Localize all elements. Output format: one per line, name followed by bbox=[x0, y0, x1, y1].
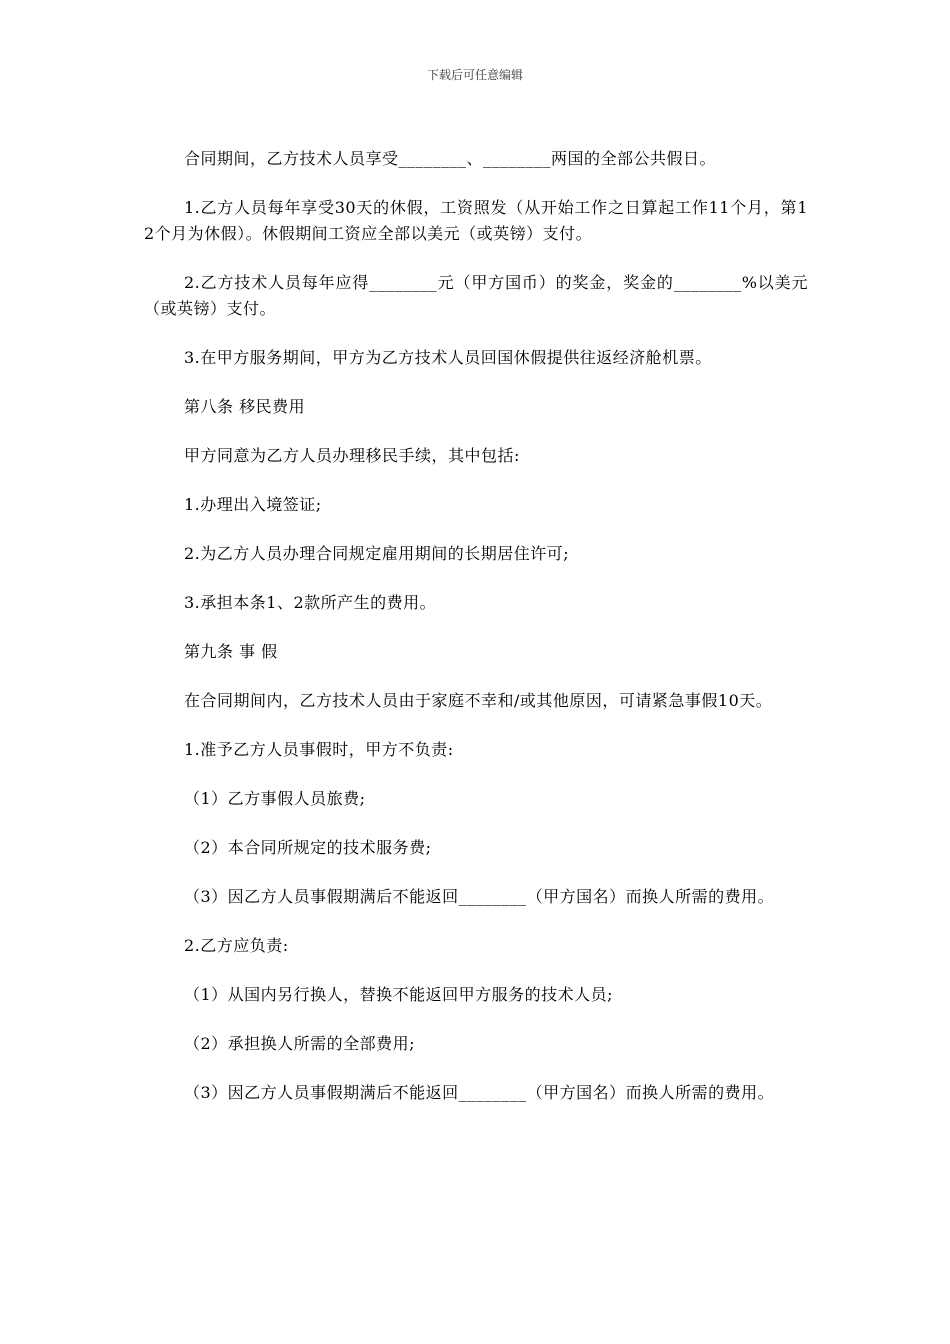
list-item-replacement-expenses: （2）承担换人所需的全部费用; bbox=[184, 1034, 416, 1053]
list-item-replacement-cost-2: （3）因乙方人员事假期满后不能返回________（甲方国名）而换人所需的费用。 bbox=[184, 1083, 775, 1102]
list-item-service-fee: （2）本合同所规定的技术服务费; bbox=[184, 838, 432, 857]
document-body bbox=[144, 146, 808, 1129]
page-header: 下载后可任意编辑 bbox=[426, 68, 523, 82]
paragraph-immigration-costs: 3.承担本条1、2款所产生的费用。 bbox=[184, 593, 437, 612]
paragraph-party-b-responsible: 2.乙方应负责: bbox=[184, 936, 289, 955]
list-item-replace-staff: （1）从国内另行换人，替换不能返回甲方服务的技术人员; bbox=[184, 985, 614, 1004]
list-item-travel-cost: （1）乙方事假人员旅费; bbox=[184, 789, 366, 808]
paragraph-public-holidays: 合同期间，乙方技术人员享受________、________两国的全部公共假日。 bbox=[184, 149, 717, 168]
paragraph-bonus: 2.乙方技术人员每年应得________元（甲方国币）的奖金，奖金的________%以美元（或英镑）支付。 bbox=[144, 273, 808, 318]
paragraph-visa: 1.办理出入境签证; bbox=[184, 495, 322, 514]
section-heading-article-8: 第八条 移民费用 bbox=[184, 397, 306, 416]
list-item-replacement-cost: （3）因乙方人员事假期满后不能返回________（甲方国名）而换人所需的费用。 bbox=[184, 887, 775, 906]
paragraph-airfare: 3.在甲方服务期间，甲方为乙方技术人员回国休假提供往返经济舱机票。 bbox=[184, 348, 712, 367]
paragraph-immigration-intro: 甲方同意为乙方人员办理移民手续，其中包括: bbox=[184, 446, 520, 465]
paragraph-party-a-not-responsible: 1.准予乙方人员事假时，甲方不负责: bbox=[184, 740, 454, 759]
paragraph-annual-leave: 1.乙方人员每年享受30天的休假，工资照发（从开始工作之日算起工作11个月，第12个月为休假）。休假期间工资应全部以美元（或英镑）支付。 bbox=[144, 198, 808, 243]
section-heading-article-9: 第九条 事 假 bbox=[184, 642, 278, 661]
paragraph-emergency-leave: 在合同期间内，乙方技术人员由于家庭不幸和/或其他原因，可请紧急事假10天。 bbox=[184, 691, 773, 710]
paragraph-residence-permit: 2.为乙方人员办理合同规定雇用期间的长期居住许可; bbox=[184, 544, 570, 563]
